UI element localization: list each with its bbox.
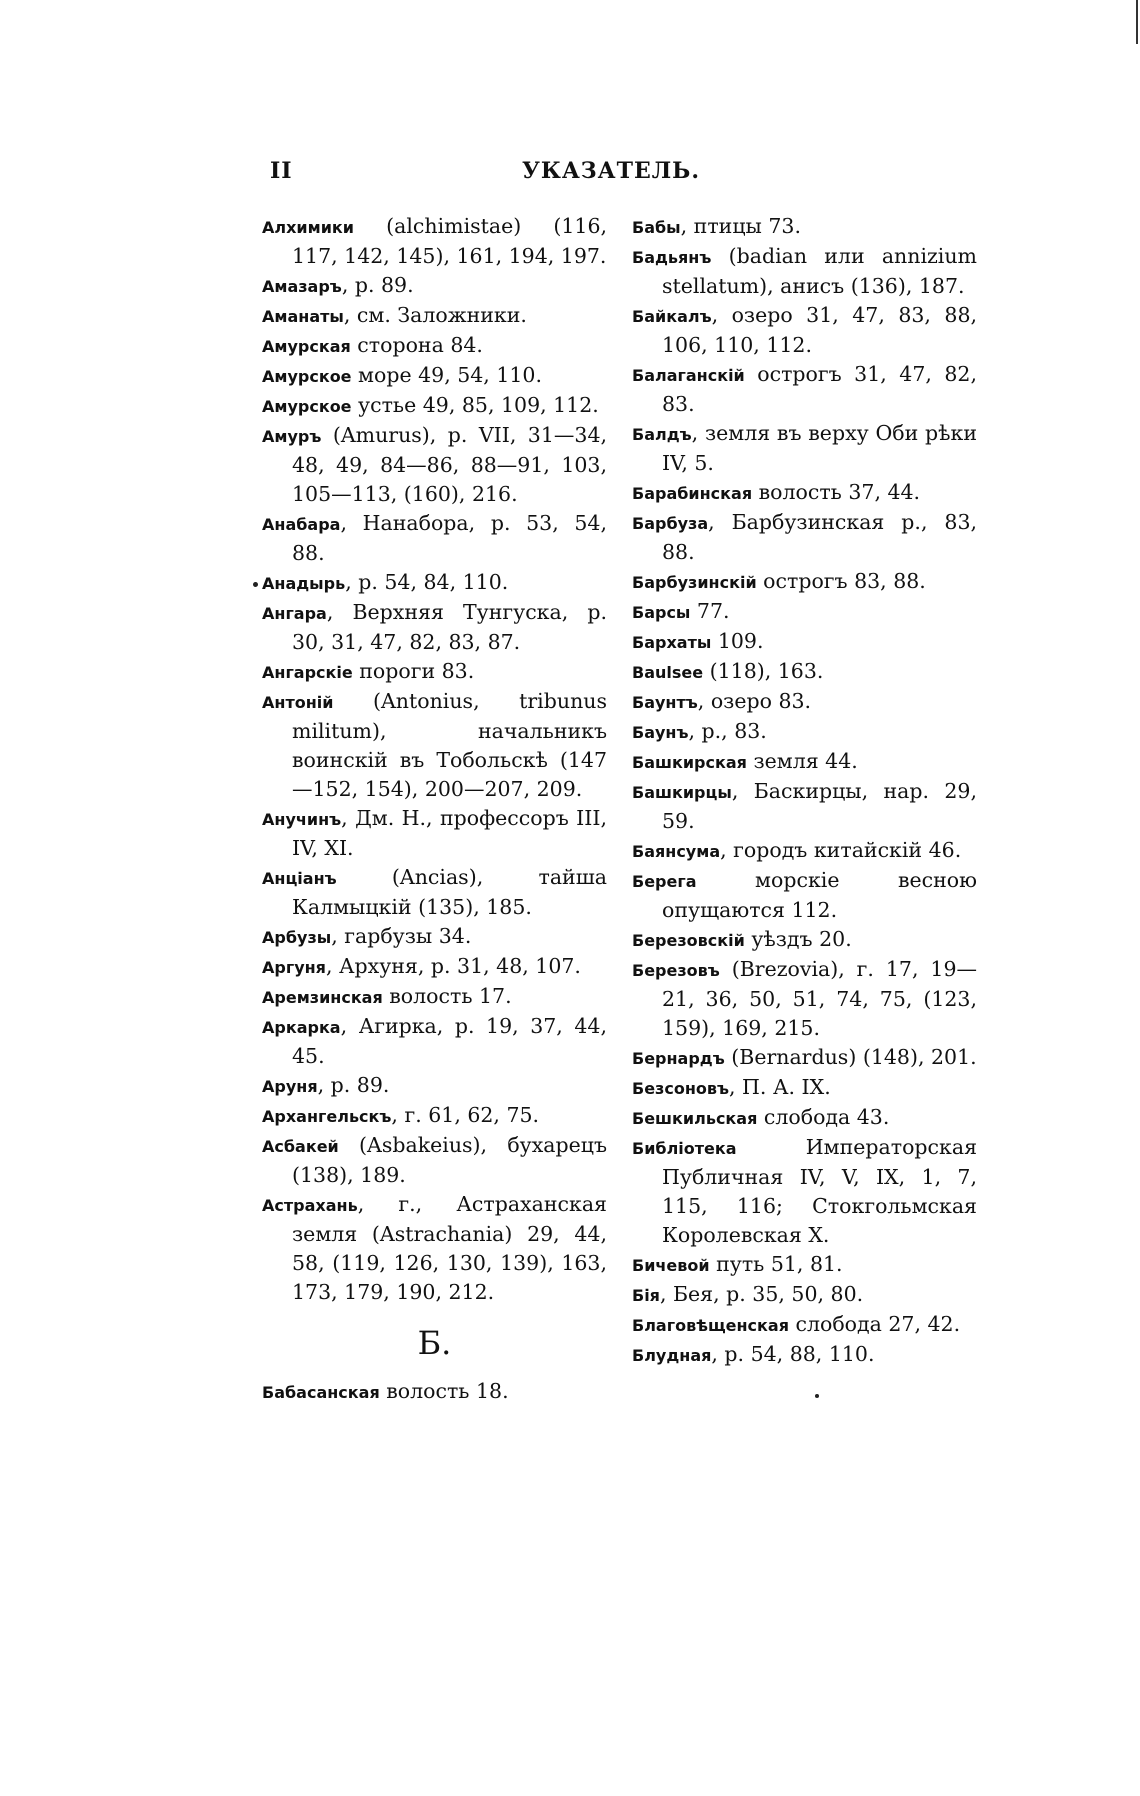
- index-entry: [632, 1250, 977, 1280]
- entry-text: волость 37, 44.: [752, 480, 921, 504]
- index-entry: [262, 1190, 607, 1307]
- entry-text: , П. А. IX.: [729, 1075, 831, 1099]
- index-entry: [262, 657, 607, 687]
- entry-headword: Башкирцы: [632, 783, 732, 802]
- entry-headword: Барабинская: [632, 484, 753, 503]
- entry-headword: Анабара: [262, 515, 341, 534]
- index-entry: [632, 1103, 977, 1133]
- running-title: УКАЗАТЕЛЬ.: [522, 158, 700, 184]
- left-entries-after-section: [262, 1377, 607, 1407]
- entry-text: , птицы 73.: [680, 214, 801, 238]
- entry-text: (Brezovia), г. 17, 19—21, 36, 50, 51, 74, 75, (123, 159), 169, 215.: [662, 957, 977, 1040]
- entry-headword: Амурская: [262, 337, 351, 356]
- index-entry: [632, 567, 977, 597]
- index-entry: [262, 331, 607, 361]
- entry-text: (118), 163.: [703, 659, 824, 683]
- entry-headword: Алхимики: [262, 218, 354, 237]
- entry-text: волость 17.: [382, 984, 512, 1008]
- ink-speck: [815, 1394, 819, 1398]
- entry-text: сторона 84.: [350, 333, 483, 357]
- page-header: [270, 158, 870, 184]
- entry-headword: Асбакей: [262, 1137, 339, 1156]
- entry-text: море 49, 54, 110.: [351, 363, 542, 387]
- entry-headword: Бадьянъ: [632, 248, 712, 267]
- index-entry: [262, 568, 607, 598]
- index-entry: [632, 597, 977, 627]
- index-entry: [632, 360, 977, 419]
- section-letter: Б.: [417, 1324, 452, 1362]
- entry-text: земля 44.: [746, 749, 858, 773]
- entry-headword: Барбузинскій: [632, 573, 757, 592]
- entry-text: , городъ китайскій 46.: [720, 838, 962, 862]
- entry-text: волость 18.: [379, 1379, 509, 1403]
- index-entry: [632, 687, 977, 717]
- entry-headword: Аргуня: [262, 958, 326, 977]
- entry-text: , Архуня, р. 31, 48, 107.: [325, 954, 581, 978]
- entry-headword: Бешкильская: [632, 1109, 758, 1128]
- index-entry: [632, 1310, 977, 1340]
- entry-text: , земля въ верху Оби рѣки IV, 5.: [662, 421, 977, 475]
- index-entry: [262, 361, 607, 391]
- entry-headword: Безсоновъ: [632, 1079, 730, 1098]
- entry-headword: Аркарка: [262, 1018, 341, 1037]
- entry-text: (badian или annizium stellatum), анисъ (136), 187.: [662, 244, 977, 298]
- entry-headword: Баянсума: [632, 842, 721, 861]
- entry-headword: Аманаты: [262, 307, 344, 326]
- entry-headword: Аруня: [262, 1077, 318, 1096]
- right-entries: [632, 212, 977, 1370]
- entry-headword: Балаганскій: [632, 366, 745, 385]
- index-entry: [632, 242, 977, 301]
- entry-headword: Бичевой: [632, 1256, 710, 1275]
- index-entry: [262, 1131, 607, 1190]
- entry-headword: Бабы: [632, 218, 681, 237]
- entry-headword: Анучинъ: [262, 810, 342, 829]
- index-entry: [262, 301, 607, 331]
- right-column: [632, 212, 977, 1370]
- entry-headword: Баунъ: [632, 723, 689, 742]
- index-entry: [262, 421, 607, 509]
- entry-text: , Нанабора, р. 53, 54, 88.: [292, 511, 607, 565]
- index-entry: [632, 1133, 977, 1250]
- entry-headword: Библіотека: [632, 1139, 737, 1158]
- entry-headword: Барсы: [632, 603, 691, 622]
- index-entry: [632, 301, 977, 360]
- index-entry: [632, 1340, 977, 1370]
- entry-text: острогъ 31, 47, 82, 83.: [662, 362, 977, 416]
- ink-speck: [253, 582, 258, 587]
- left-column: [262, 212, 607, 1407]
- index-entry: [262, 982, 607, 1012]
- entry-headword: Благовѣщенская: [632, 1316, 789, 1335]
- entry-text: , г. 61, 62, 75.: [391, 1103, 540, 1127]
- entry-headword: Бархаты: [632, 633, 712, 652]
- page-edge-line: [1136, 0, 1138, 44]
- entry-headword: Аремзинская: [262, 988, 383, 1007]
- page-number: II: [270, 158, 293, 184]
- entry-text: , Дм. Н., профессоръ III, IV, XI.: [292, 806, 607, 860]
- index-entry: [262, 863, 607, 922]
- index-entry: [262, 391, 607, 421]
- entry-headword: Бія: [632, 1286, 660, 1305]
- entry-headword: Амурское: [262, 397, 352, 416]
- index-entry: [262, 509, 607, 568]
- entry-text: (Ancias), тайша Калмыцкій (135), 185.: [292, 865, 607, 919]
- entry-text: слобода 27, 42.: [788, 1312, 961, 1336]
- entry-headword: Березовъ: [632, 961, 720, 980]
- index-entry: [632, 955, 977, 1043]
- entry-text: , р. 89.: [341, 273, 414, 297]
- entry-headword: Амазаръ: [262, 277, 342, 296]
- entry-headword: Астрахань: [262, 1196, 358, 1215]
- index-entry: [262, 1377, 607, 1407]
- entry-headword: Барбуза: [632, 514, 709, 533]
- entry-text: Императорская Публичная IV, V, IX, 1, 7, 115, 116; Стокгольмская Королевская X.: [662, 1135, 977, 1247]
- entry-headword: Башкирская: [632, 753, 747, 772]
- entry-text: слобода 43.: [757, 1105, 890, 1129]
- entry-headword: Амурское: [262, 367, 352, 386]
- index-entry: [262, 271, 607, 301]
- entry-headword: Байкалъ: [632, 307, 712, 326]
- entry-text: , Баскирцы, нар. 29, 59.: [662, 779, 977, 833]
- entry-text: путь 51, 81.: [709, 1252, 843, 1276]
- entry-text: пороги 83.: [352, 659, 475, 683]
- entry-headword: Baulsee: [632, 663, 704, 682]
- index-entry: [262, 212, 607, 271]
- index-entry: [632, 747, 977, 777]
- index-entry: [632, 419, 977, 478]
- entry-text: , р. 89.: [317, 1073, 390, 1097]
- index-entry: [262, 1012, 607, 1071]
- index-entry: [632, 777, 977, 836]
- entry-text: , гарбузы 34.: [331, 924, 472, 948]
- index-entry: [632, 478, 977, 508]
- entry-text: 109.: [711, 629, 764, 653]
- entry-headword: Баунтъ: [632, 693, 698, 712]
- entry-text: , г., Астраханская земля (Astrachania) 29, 44, 58, (119, 126, 130, 139), 163, 173, 179, 190, 212.: [292, 1192, 607, 1304]
- index-entry: [632, 836, 977, 866]
- entry-text: , р. 54, 84, 110.: [345, 570, 509, 594]
- entry-text: , р., 83.: [688, 719, 767, 743]
- entry-headword: Амуръ: [262, 427, 322, 446]
- index-entry: [632, 657, 977, 687]
- entry-headword: Анціанъ: [262, 869, 337, 888]
- entry-text: , р. 54, 88, 110.: [711, 1342, 875, 1366]
- entry-headword: Архангельскъ: [262, 1107, 392, 1126]
- entry-headword: Блудная: [632, 1346, 712, 1365]
- entry-headword: Балдъ: [632, 425, 692, 444]
- entry-headword: Ангара: [262, 604, 327, 623]
- entry-text: , Верхняя Тунгуска, р. 30, 31, 47, 82, 83, 87.: [292, 600, 607, 654]
- entry-text: морскіе весною опущаются 112.: [662, 868, 977, 922]
- index-entry: [632, 866, 977, 925]
- entry-headword: Бернардъ: [632, 1049, 725, 1068]
- entry-text: устье 49, 85, 109, 112.: [351, 393, 599, 417]
- entry-headword: Бабасанская: [262, 1383, 380, 1402]
- entry-text: острогъ 83, 88.: [756, 569, 926, 593]
- entry-text: (Amurus), р. VII, 31—34, 48, 49, 84—86, 88—91, 103, 105—113, (160), 216.: [292, 423, 607, 506]
- index-entry: [262, 952, 607, 982]
- index-entry: [262, 1071, 607, 1101]
- entry-headword: Берега: [632, 872, 697, 891]
- entry-headword: Ангарскіе: [262, 663, 353, 682]
- entry-text: (Antonius, tribunus militum), начальникъ воинскій въ Тобольскѣ (147—152, 154), 200—207, 209.: [292, 689, 607, 801]
- entry-text: , Бея, р. 35, 50, 80.: [659, 1282, 864, 1306]
- entry-text: , Агирка, р. 19, 37, 44, 45.: [292, 1014, 607, 1068]
- index-entry: [632, 1280, 977, 1310]
- entry-text: , озеро 31, 47, 83, 88, 106, 110, 112.: [662, 303, 977, 357]
- index-entry: [262, 804, 607, 863]
- left-entries: [262, 212, 607, 1307]
- index-entry: [262, 687, 607, 804]
- index-entry: [262, 922, 607, 952]
- index-entry: [632, 212, 977, 242]
- entry-text: 77.: [690, 599, 730, 623]
- index-entry: [632, 925, 977, 955]
- entry-text: , см. Заложники.: [343, 303, 527, 327]
- index-entry: [632, 627, 977, 657]
- entry-headword: Антоній: [262, 693, 334, 712]
- entry-text: (Bernardus) (148), 201.: [724, 1045, 977, 1069]
- entry-text: , озеро 83.: [697, 689, 812, 713]
- index-entry: [262, 1101, 607, 1131]
- entry-headword: Анадырь: [262, 574, 346, 593]
- entry-text: (Asbakeius), бухарецъ (138), 189.: [292, 1133, 607, 1187]
- index-entry: [632, 508, 977, 567]
- entry-text: (alchimistae) (116, 117, 142, 145), 161, 194, 197.: [292, 214, 607, 268]
- entry-text: уѣздъ 20.: [744, 927, 852, 951]
- entry-text: , Барбузинская р., 83, 88.: [662, 510, 977, 564]
- index-entry: [632, 1073, 977, 1103]
- index-entry: [632, 1043, 977, 1073]
- entry-headword: Арбузы: [262, 928, 332, 947]
- index-entry: [262, 598, 607, 657]
- entry-headword: Березовскій: [632, 931, 745, 950]
- index-entry: [632, 717, 977, 747]
